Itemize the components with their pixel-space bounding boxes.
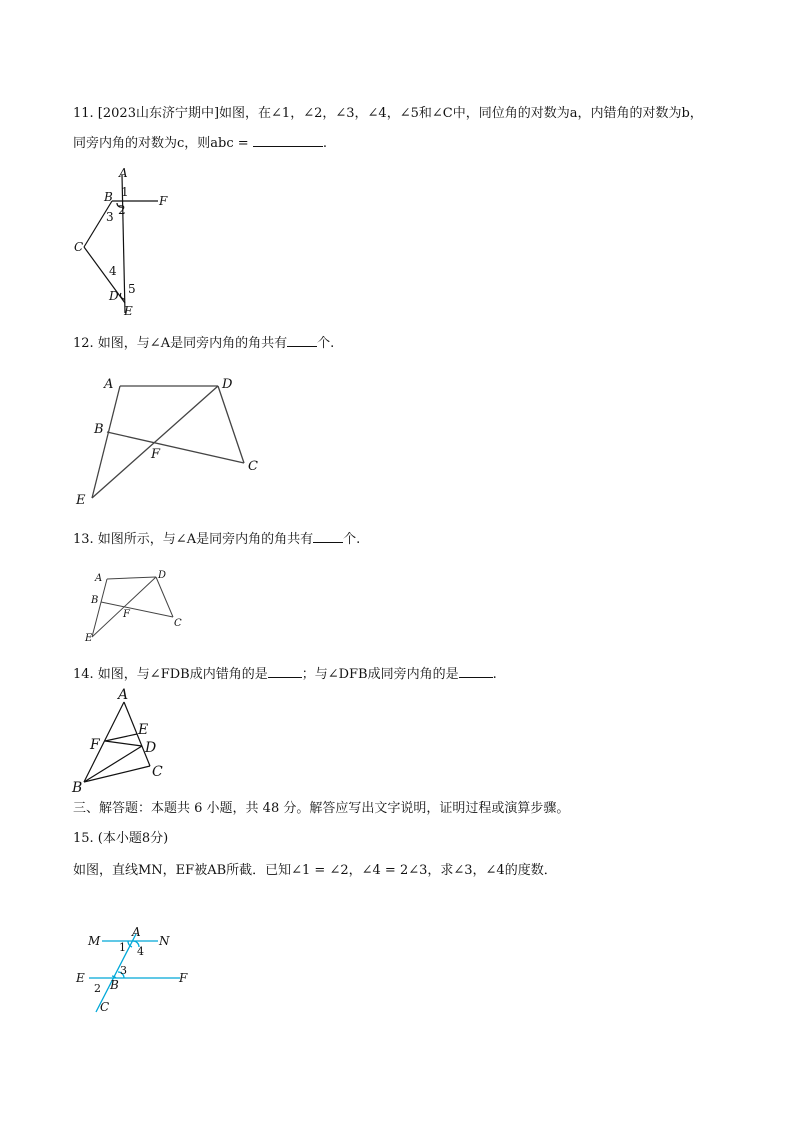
q13-text-pre: 13. 如图所示，与∠A是同旁内角的角共有 xyxy=(73,532,314,547)
q13-text-post: 个. xyxy=(343,532,361,547)
q11-label-2: 2 xyxy=(118,203,126,217)
q11-label-5: 5 xyxy=(128,282,136,296)
q15-label-2: 2 xyxy=(94,982,101,995)
q12-label-e: E xyxy=(76,493,86,508)
q14-answer-blank-2[interactable] xyxy=(459,664,493,678)
q11-text-line2 xyxy=(73,133,327,153)
q15-label-c: C xyxy=(100,1000,110,1014)
q15-label-e: E xyxy=(76,971,85,985)
q11-label-a: A xyxy=(119,166,128,180)
q12-answer-blank[interactable] xyxy=(287,333,317,347)
q12-label-d: D xyxy=(222,377,233,392)
q13-label-d: D xyxy=(158,570,167,581)
q15-label-b: B xyxy=(110,978,119,992)
q11-label-1: 1 xyxy=(121,185,129,199)
q11-figure xyxy=(70,163,180,323)
q14-answer-blank-1[interactable] xyxy=(268,664,302,678)
q11-label-4: 4 xyxy=(109,264,117,278)
q11-label-f: F xyxy=(159,194,168,208)
q15-label-1: 1 xyxy=(119,941,126,954)
q12-text xyxy=(73,333,334,353)
q12-text-post: 个. xyxy=(317,336,335,351)
q11-label-b: B xyxy=(104,190,113,204)
q14-label-c: C xyxy=(152,764,163,780)
q13-text xyxy=(73,529,360,549)
q14-text-pre: 14. 如图，与∠FDB成内错角的是 xyxy=(73,667,268,682)
q11-label-d: D xyxy=(109,289,119,303)
q12-label-f: F xyxy=(151,447,161,462)
q11-text-line1: 11. [2023山东济宁期中]如图，在∠1，∠2，∠3，∠4，∠5和∠C中，同位角的对数为a，内错角的对数为b， xyxy=(73,106,703,121)
q11-label-3: 3 xyxy=(106,210,114,224)
q15-label-3: 3 xyxy=(120,964,127,977)
q15-text: 如图，直线MN，EF被AB所截．已知∠1 = ∠2，∠4 = 2∠3，求∠3，∠4的度数． xyxy=(73,863,557,878)
q14-text xyxy=(73,664,497,684)
q11-label-e: E xyxy=(124,304,133,318)
q14-label-a: A xyxy=(118,687,129,703)
q12-label-b: B xyxy=(94,422,104,437)
q11-answer-blank[interactable] xyxy=(253,133,323,147)
q13-answer-blank[interactable] xyxy=(313,529,343,543)
q12-label-c: C xyxy=(248,459,258,474)
q12-figure xyxy=(72,370,267,510)
q15-figure xyxy=(72,922,197,1017)
q12-text-pre: 12. 如图，与∠A是同旁内角的角共有 xyxy=(73,336,288,351)
q15-label-n: N xyxy=(159,934,170,948)
q13-label-b: B xyxy=(91,595,99,606)
q14-figure xyxy=(70,686,170,794)
q15-label-a: A xyxy=(132,925,141,939)
q14-label-d: D xyxy=(145,740,157,756)
q15-label-m: M xyxy=(88,934,101,948)
q15-header: 15. (本小题8分) xyxy=(73,831,169,846)
q12-label-a: A xyxy=(104,377,114,392)
q15-label-4: 4 xyxy=(137,945,144,958)
q14-label-b: B xyxy=(72,780,83,794)
q14-label-f: F xyxy=(90,737,100,753)
q13-label-a: A xyxy=(95,573,103,584)
q14-text-post: . xyxy=(492,667,497,682)
q14-text-mid: ；与∠DFB成同旁内角的是 xyxy=(301,667,459,682)
q15-label-f: F xyxy=(179,971,188,985)
q13-label-f: F xyxy=(123,609,130,620)
q13-label-e: E xyxy=(85,633,93,644)
q13-label-c: C xyxy=(174,618,182,629)
q13-figure xyxy=(80,565,190,645)
q11-text-post: . xyxy=(322,136,327,151)
section-3-header: 三、解答题：本题共 6 小题，共 48 分。解答应写出文字说明，证明过程或演算步骤。 xyxy=(73,801,570,816)
q11-text-pre: 同旁内角的对数为c，则abc = xyxy=(73,136,249,151)
q11-label-c: C xyxy=(74,240,84,254)
q14-label-e: E xyxy=(138,722,149,738)
